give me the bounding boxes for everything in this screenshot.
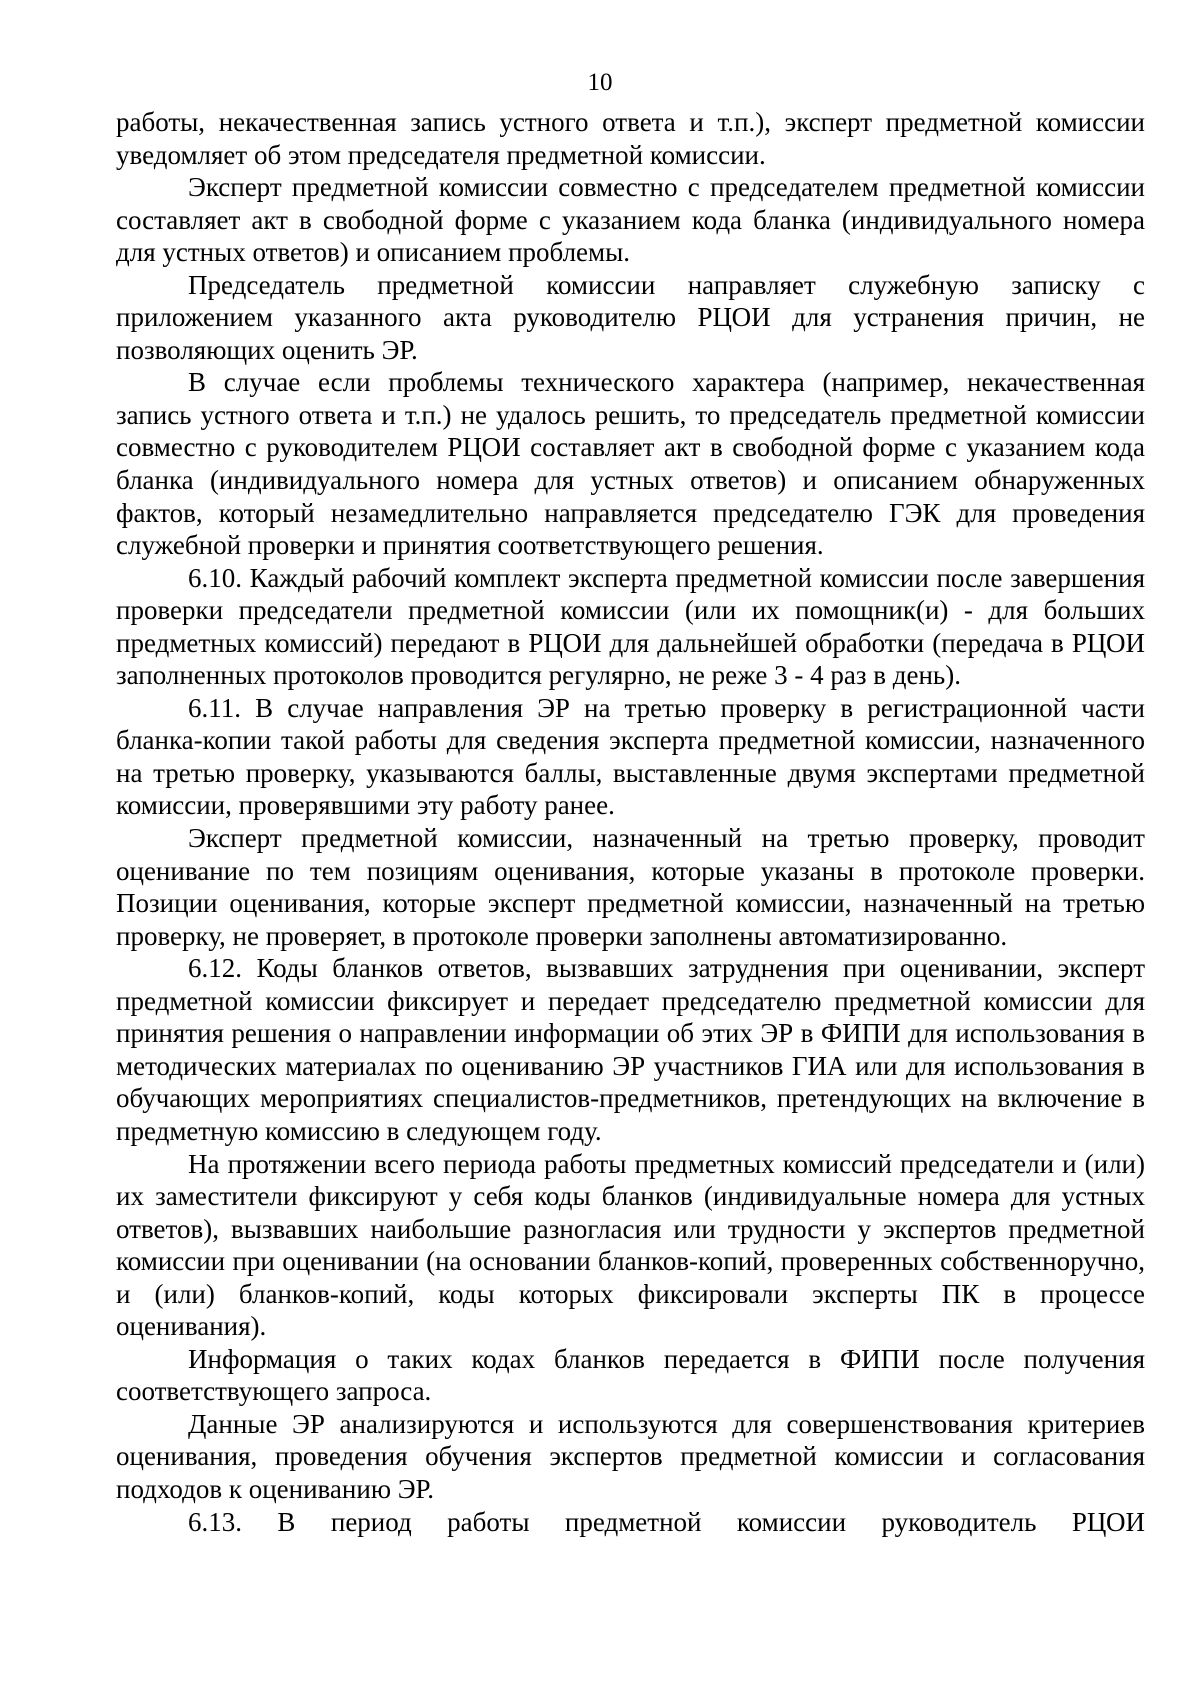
- paragraph-6-13: 6.13. В период работы предметной комиссии руководитель РЦОИ: [188, 1506, 1145, 1537]
- page-number: 10: [587, 69, 613, 96]
- document-body: [116, 106, 1145, 1538]
- paragraph-fipi-request: Информация о таких кодах бланков передается в ФИПИ после получения соответствующего запроса.: [116, 1343, 1145, 1407]
- paragraph-6-12: 6.12. Коды бланков ответов, вызвавших затруднения при оценивании, эксперт предметной комиссии фиксирует и передает председателю предметной комиссии для принятия решения о направлении информации об этих ЭР в ФИПИ для использования в методических материалах по оцениванию ЭР участников ГИА или для использования в обучающих мероприятиях специалистов-предметников, претендующих на включение в предметную комиссию в следующем году.: [116, 953, 1145, 1146]
- paragraph-6-11: 6.11. В случае направления ЭР на третью проверку в регистрационной части бланка-копии такой работы для сведения эксперта предметной комиссии, назначенного на третью проверку, указываются баллы, выставленные двумя экспертами предметной комиссии, проверявшими эту работу ранее.: [116, 692, 1145, 821]
- paragraph-continuation: работы, некачественная запись устного ответа и т.п.), эксперт предметной комиссии уведомляет об этом председателя предметной комиссии.: [116, 107, 1145, 170]
- paragraph-act-drafting: Эксперт предметной комиссии совместно с председателем предметной комиссии составляет акт в свободной форме с указанием кода бланка (индивидуального номера для устных ответов) и описанием проблемы.: [116, 172, 1145, 268]
- paragraph-third-check: Эксперт предметной комиссии, назначенный на третью проверку, проводит оценивание по тем позициям оценивания, которые указаны в протоколе проверки. Позиции оценивания, которые эксперт предметной комиссии, назначенный на третью проверку, не проверяет, в протоколе проверки заполнены автоматизированно.: [116, 823, 1145, 951]
- paragraph-codes-tracking: На протяжении всего периода работы предметных комиссий председатели и (или) их заместители фиксируют у себя коды бланков (индивидуальные номера для устных ответов), вызвавших наибольшие разногласия или трудности у экспертов предметной комиссии при оценивании (на основании бланков-копий, проверенных собственноручно, и (или) бланков-копий, коды которых фиксировали эксперты ПК в процессе оценивания).: [116, 1148, 1145, 1342]
- paragraph-6-10: 6.10. Каждый рабочий комплект эксперта предметной комиссии после завершения проверки председатели предметной комиссии (или их помощник(и) - для больших предметных комиссий) передают в РЦОИ для дальнейшей обработки (передача в РЦОИ заполненных протоколов проводится регулярно, не реже 3 - 4 раз в день).: [116, 562, 1145, 691]
- paragraph-memo-to-rcoi: Председатель предметной комиссии направляет служебную записку с приложением указанного акта руководителю РЦОИ для устранения причин, не позволяющих оценить ЭР.: [116, 269, 1145, 365]
- paragraph-technical-problems: В случае если проблемы технического характера (например, некачественная запись устного ответа и т.п.) не удалось решить, то председатель предметной комиссии совместно с руководителем РЦОИ составляет акт в свободной форме с указанием кода бланка (индивидуального номера для устных ответов) и описанием обнаруженных фактов, который незамедлительно направляется председателю ГЭК для проведения служебной проверки и принятия соответствующего решения.: [116, 367, 1145, 561]
- paragraph-analysis: Данные ЭР анализируются и используются для совершенствования критериев оценивания, проведения обучения экспертов предметной комиссии и согласования подходов к оцениванию ЭР.: [116, 1408, 1145, 1504]
